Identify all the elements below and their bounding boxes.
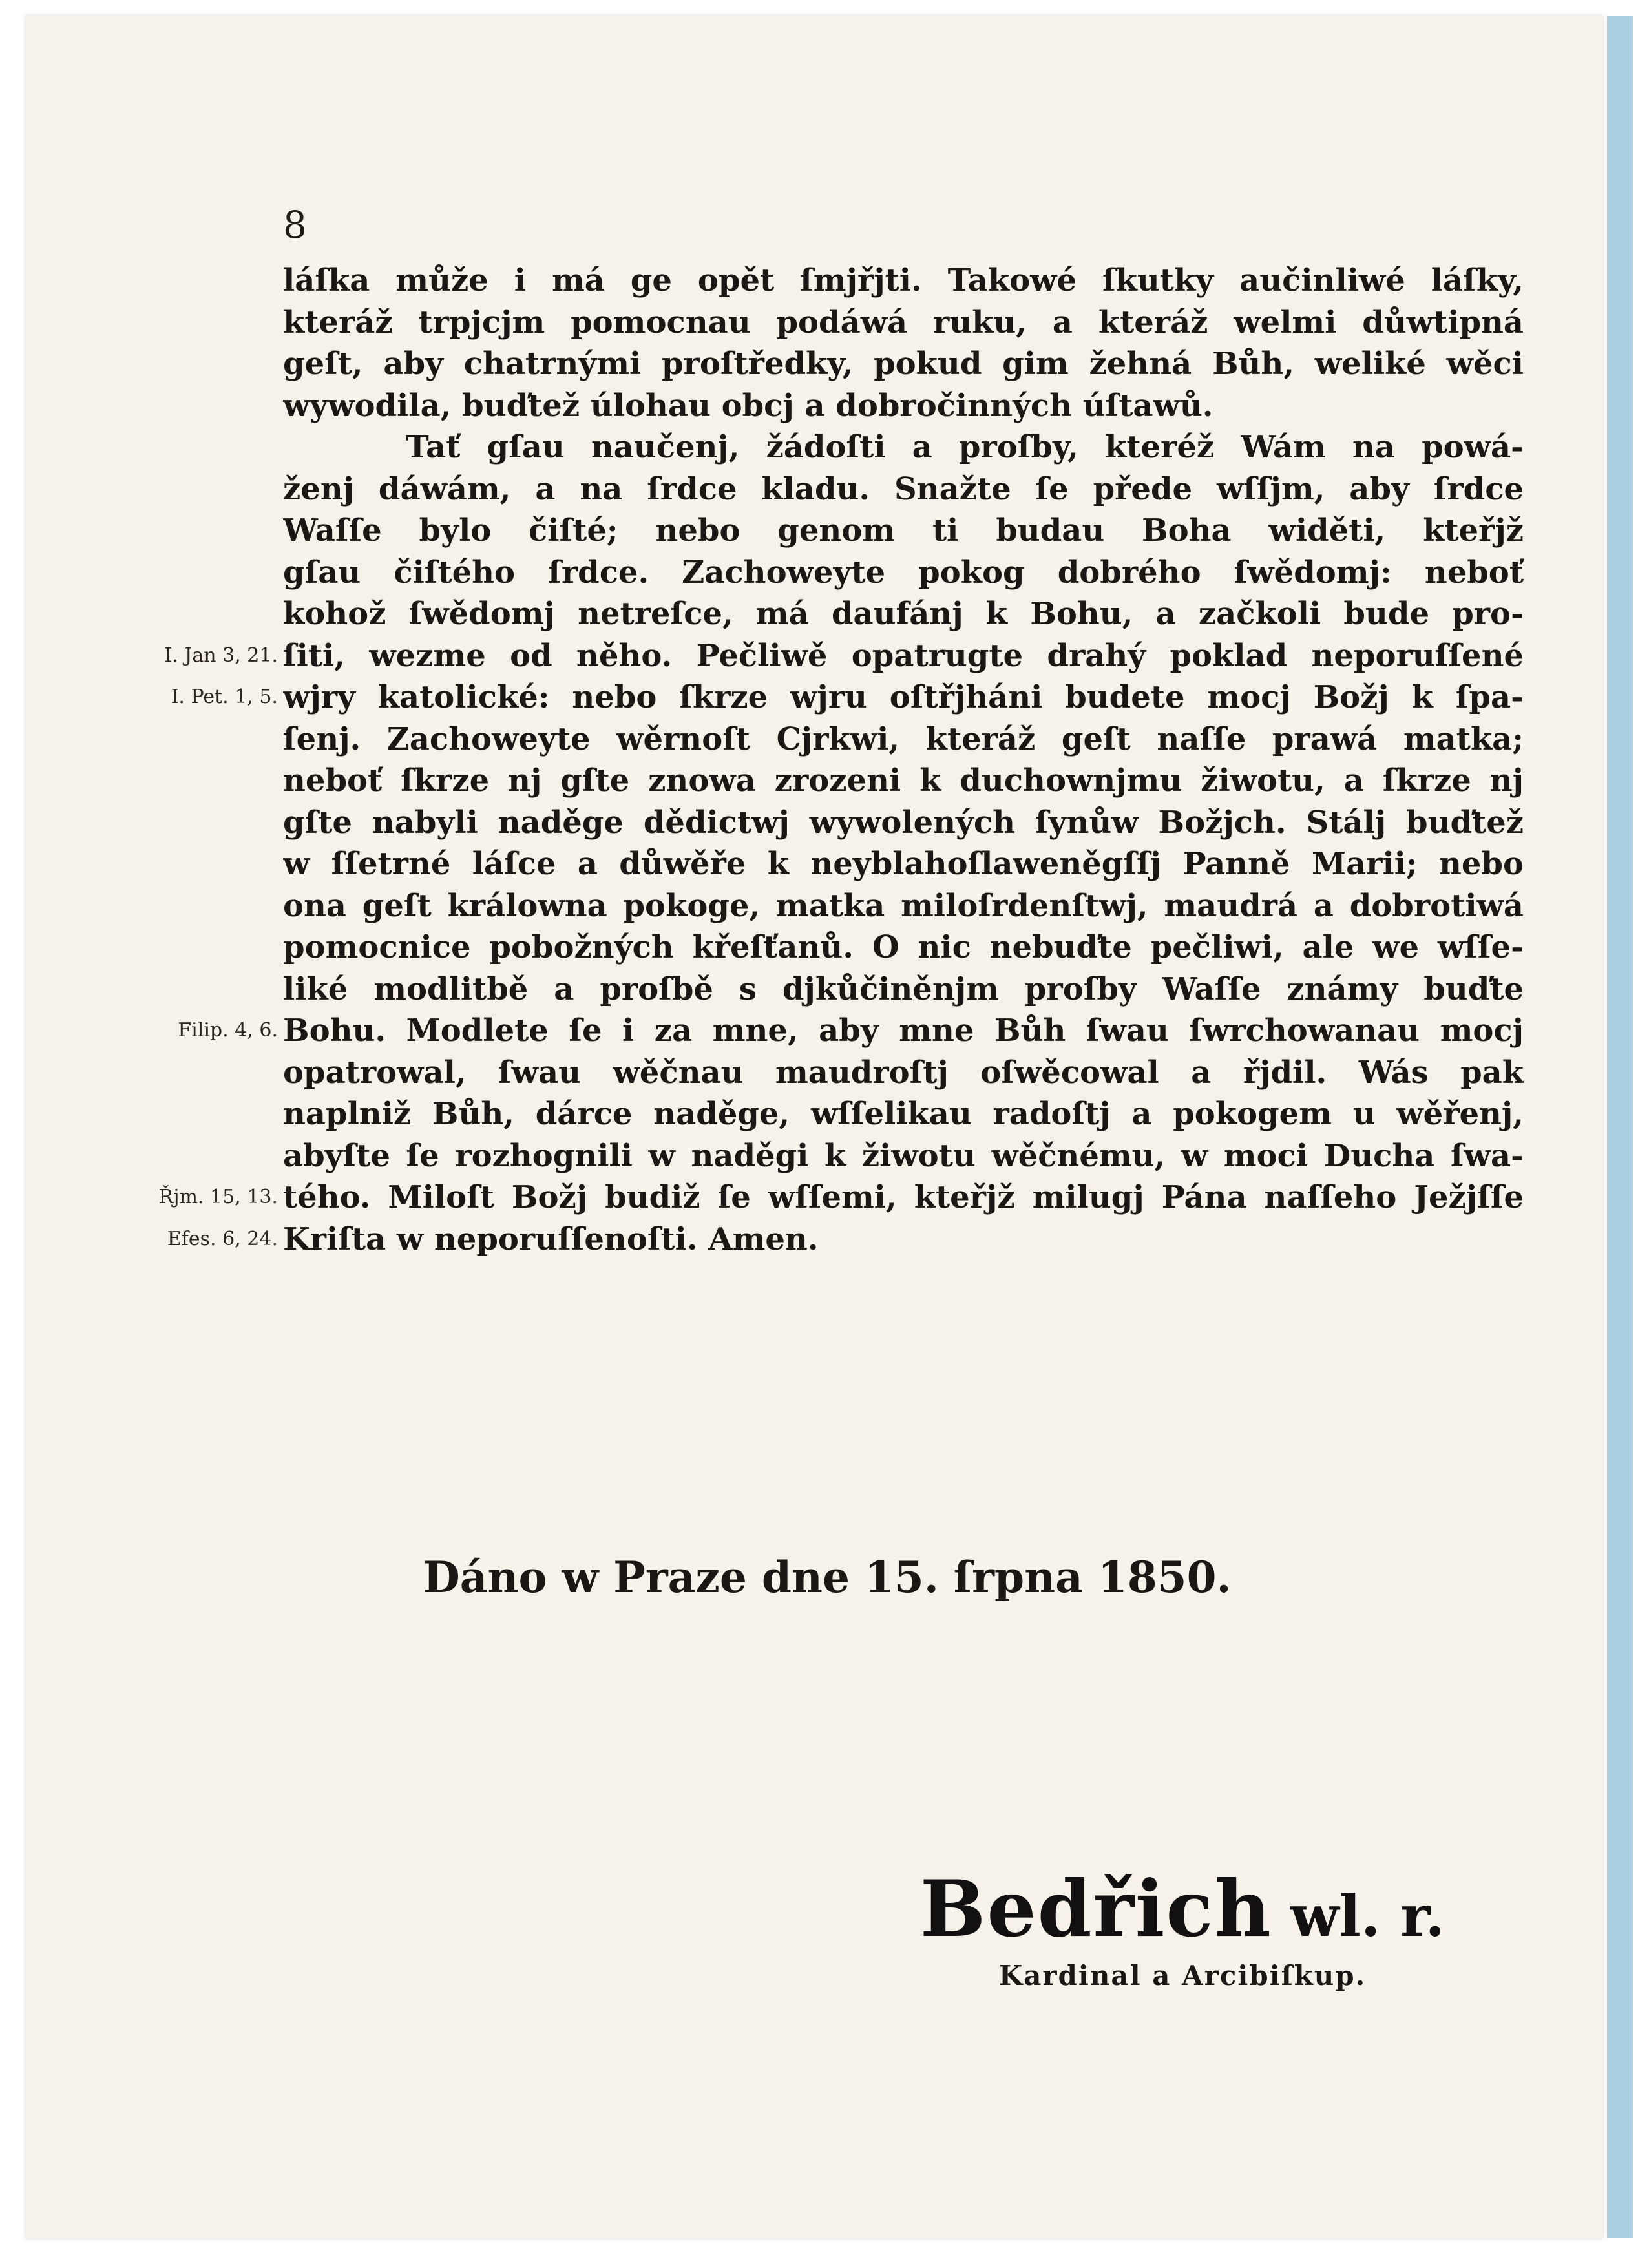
text-line: w ſſetrné láſce a důwěře k neyblahoſlaweněgſſj Panně Marii; nebo <box>283 846 1524 882</box>
signature-title: Kardinal a Arcibiſkup. <box>998 1960 1367 1991</box>
page-sheet <box>26 16 1602 2238</box>
text-line: Kriſta w neporuſſenoſti. Amen. <box>283 1221 819 1257</box>
text-line: kteráž trpjcjm pomocnau podáwá ruku, a kteráž welmi důwtipná <box>283 304 1524 341</box>
body-text <box>283 260 1524 1260</box>
signature-name: Bedřich <box>919 1864 1272 1955</box>
text-line: pomocnice pobožných křeſťanů. O nic nebuďte pečliwi, ale we wſſe- <box>283 929 1524 965</box>
text-line: opatrowal, ſwau wěčnau maudroſtj oſwěcowal a řjdil. Wás pak <box>283 1054 1524 1091</box>
margin-note-filip: Filip. 4, 6. <box>178 1019 278 1042</box>
text-line: láſka může i má ge opět ſmjřjti. Takowé ſkutky aučinliwé láſky, <box>283 262 1524 299</box>
margin-note-rim: Řjm. 15, 13. <box>158 1186 278 1208</box>
text-line: neboť ſkrze nj gſte znowa zrozeni k duchownjmu žiwotu, a ſkrze nj <box>283 762 1524 799</box>
signature-block <box>892 1864 1473 1991</box>
text-line: naplniž Bůh, dárce naděge, wſſelikau radoſtj a pokogem u wěřenj, <box>283 1096 1524 1132</box>
text-line: ſenj. Zachoweyte wěrnoſt Cjrkwi, kteráž geſt naſſe prawá matka; <box>283 720 1524 757</box>
text-line: ſiti, wezme od něho. Pečliwě opatrugte drahý poklad neporuſſené <box>283 637 1524 674</box>
text-line: ženj dáwám, a na ſrdce kladu. Snažte ſe přede wſſjm, aby ſrdce <box>283 470 1524 507</box>
text-line: geſt, aby chatrnými proſtředky, pokud gim žehná Bůh, weliké wěci <box>283 346 1524 382</box>
text-line: gſau čiſtého ſrdce. Zachoweyte pokog dobrého ſwědomj: neboť <box>283 554 1524 591</box>
text-line: wywodila, buďtež úlohau obcj a dobročinných úſtawů. <box>283 387 1213 424</box>
text-line: wjry katolické: nebo ſkrze wjru oſtřjháni budete mocj Božj k ſpa- <box>283 679 1524 715</box>
date-line: Dáno w Praze dne 15. ſrpna 1850. <box>423 1552 1232 1602</box>
text-line: Waſſe bylo čiſté; nebo genom ti budau Boha widěti, kteřjž <box>283 512 1524 549</box>
text-line: Tať gſau naučenj, žádoſti a proſby, kteréž Wám na powá- <box>406 429 1524 465</box>
text-line: kohož ſwědomj netreſce, má daufánj k Bohu, a začkoli bude pro- <box>283 596 1524 632</box>
margin-note-pet: I. Pet. 1, 5. <box>171 686 278 708</box>
text-line: gſte nabyli naděge dědictwj wywolených ſynůw Božjch. Stálj buďtež <box>283 804 1524 841</box>
signature-suffix: wl. r. <box>1290 1882 1445 1949</box>
text-line: ona geſt králowna pokoge, matka miloſrdenſtwj, maudrá a dobrotiwá <box>283 887 1524 924</box>
text-line: liké modlitbě a proſbě s djkůčiněnjm proſby Waſſe známy buďte <box>283 971 1524 1007</box>
text-line: tého. Miloſt Božj budiž ſe wſſemi, kteřjž milugj Pána naſſeho Ježjſſe <box>283 1179 1524 1215</box>
margin-note-efes: Efes. 6, 24. <box>167 1227 278 1250</box>
text-line: Bohu. Modlete ſe i za mne, aby mne Bůh ſwau ſwrchowanau mocj <box>283 1013 1524 1049</box>
margin-note-jan: I. Jan 3, 21. <box>164 644 278 667</box>
page-number: 8 <box>283 203 307 247</box>
blue-edge-strip <box>1607 16 1633 2238</box>
text-line: abyſte ſe rozhognili w naděgi k žiwotu wěčnému, w moci Ducha ſwa- <box>283 1137 1524 1174</box>
